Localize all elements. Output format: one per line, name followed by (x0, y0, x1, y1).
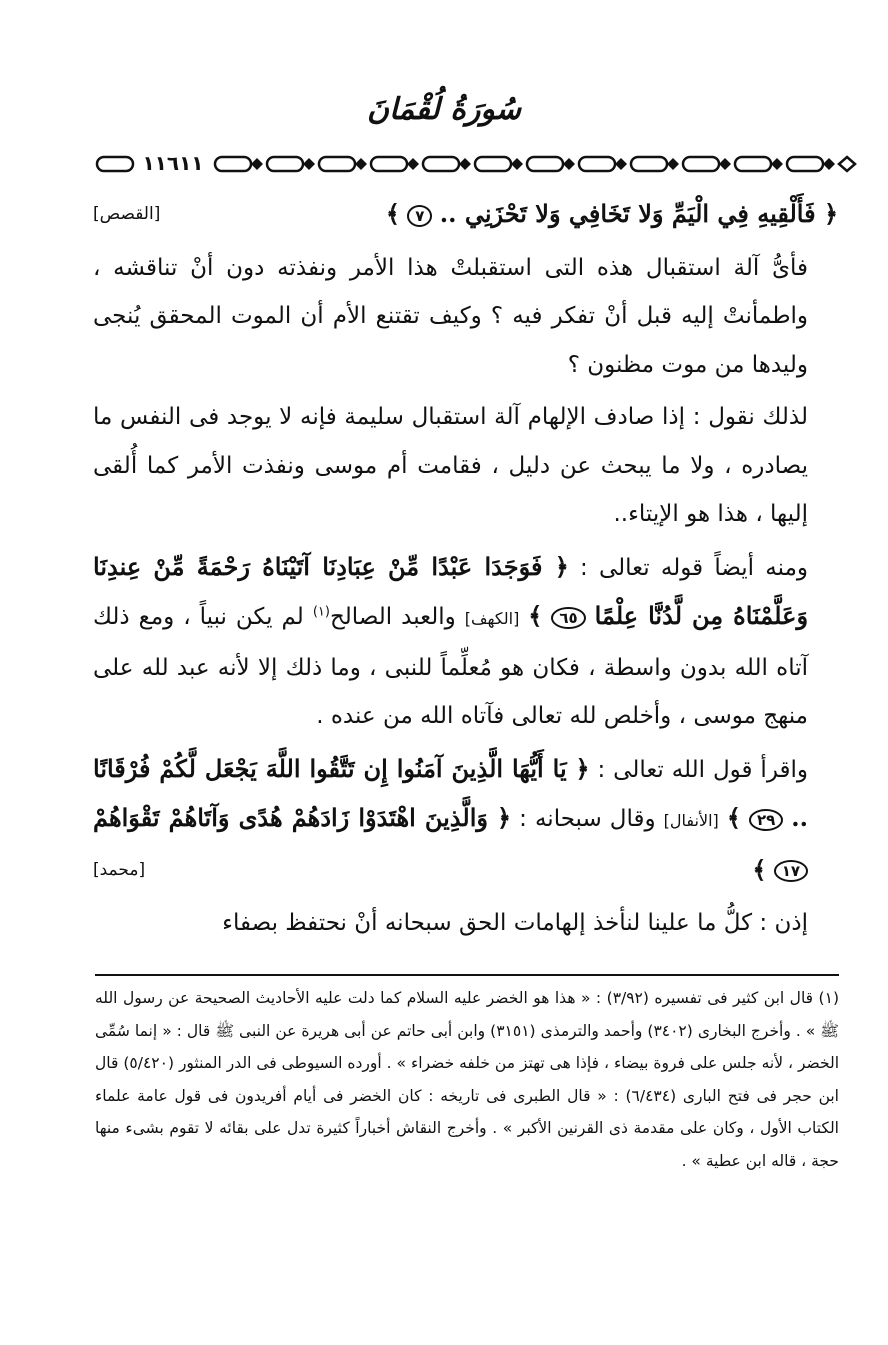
verse-close-bracket: ﴾ (528, 601, 543, 630)
paragraph-3-text-b: لم يكن نبياً ، ومع ذلك آتاه الله بدون واسطة ، فكان هو مُعلِّماً للنبى ، وما ذلك إلا لأنه عبد لله على منهج موسى ، وأخلص لله تعالى فآتاه الله من عنده . (93, 604, 808, 729)
verse-qasas-7 (93, 190, 838, 240)
quran-verse: ﴿ يَا أَيُّهَا الَّذِينَ آمَنُوا إِن تَتَّقُوا اللَّهَ يَجْعَل لَّكُمْ فُرْقَانًا .. (93, 753, 809, 832)
paragraph-2: لذلك نقول : إذا صادف الإلهام آلة استقبال سليمة فإنه لا يوجد فى النفس ما يصادره ، ولا ما يبحث عن دليل ، فقامت أم موسى ونفذت الأمر كما أُلقى إليها ، هذا هو الإيتاء.. (93, 404, 808, 527)
ayah-number: ٧ (407, 205, 432, 227)
decorative-chain-border (95, 148, 857, 180)
paragraph-3 (93, 543, 838, 741)
paragraph-1: فأىُّ آلة استقبال هذه التى استقبلتْ هذا الأمر ونفذته دون أنْ تناقشه ، واطمأنتْ إليه قبل أنْ تفكر فيه ؟ وكيف تقتنع الأم أن الموت المحقق يُنجى وليدها من موت مظنون ؟ (93, 254, 808, 378)
surah-reference: [الأنفال] (663, 811, 719, 830)
quran-verse: ﴿ وَالَّذِينَ اهْتَدَوْا زَادَهُمْ هُدًى وَآتَاهُمْ تَقْوَاهُمْ (93, 803, 512, 832)
verse-close-bracket: ﴾ (752, 854, 767, 884)
quran-verse: ﴿ فَأَلْقِيهِ فِي الْيَمِّ وَلا تَخَافِي وَلا تَحْزَنِي .. (439, 199, 838, 228)
page-number: ١١٦١١ (138, 150, 208, 176)
surah-reference: [القصص] (93, 204, 161, 224)
paragraph-4 (93, 745, 838, 896)
surah-title: سُورَةُ لُقْمَانَ (366, 92, 522, 127)
footnote-text: (١) قال ابن كثير فى تفسيره (٣/٩٢) : « هذا هو الخضر عليه السلام كما دلت عليه الأحاديث الصحيحة عن رسول الله ﷺ » . وأخرج البخارى (٣٤٠٢) وأحمد والترمذى (٣١٥١) وابن أبى حاتم عن أبى هريرة عن النبى ﷺ قال : « إنما سُمِّى الخضر ، لأنه جلس على فروة بيضاء ، فإذا هى تهتز من خلفه خضراء » . أورده السيوطى فى الدر المنثور (٥/٤٢٠) قال ابن حجر فى فتح البارى (٦/٤٣٤) : « قال الطبرى فى تاريخه : كان الخضر فى أيام أفريدون فى قول عامة علماء الكتاب الأول ، وكان على مقدمة ذى القرنين الأكبر » . وأخرج النقاش أخباراً كثيرة تدل على بقائه لا تقوم بشىء منها حجة ، قاله ابن عطية » . (95, 989, 839, 1170)
ayah-number: ١٧ (774, 860, 808, 882)
paragraph-3-text-a: والعبد الصالح (329, 604, 456, 630)
ayah-number: ٢٩ (749, 809, 783, 831)
quran-verse: ﴿ فَوَجَدَا عَبْدًا مِّنْ عِبَادِنَا آتَيْنَاهُ رَحْمَةً مِّنْ عِندِنَا وَعَلَّمْنَاهُ مِن لَّدُنَّا عِلْمًا (93, 551, 809, 630)
ayah-number: ٦٥ (551, 607, 585, 629)
verse-close-bracket: ﴾ (385, 199, 400, 228)
footnote-divider (95, 974, 839, 976)
paragraph-4-mid: وقال سبحانه : (519, 806, 656, 832)
paragraph-5: إذن : كلُّ ما علينا لنأخذ إلهامات الحق سبحانه أنْ نحتفظ بصفاء (222, 910, 808, 936)
footnote-marker: (١) (312, 604, 330, 620)
paragraph-3-intro: ومنه أيضاً قوله تعالى : (580, 554, 808, 581)
surah-reference: [الكهف] (464, 609, 520, 628)
surah-reference: [محمد] (93, 859, 146, 880)
verse-close-bracket: ﴾ (726, 803, 741, 832)
main-text (93, 190, 838, 952)
paragraph-4-intro: واقرأ قول الله تعالى : (597, 756, 808, 783)
